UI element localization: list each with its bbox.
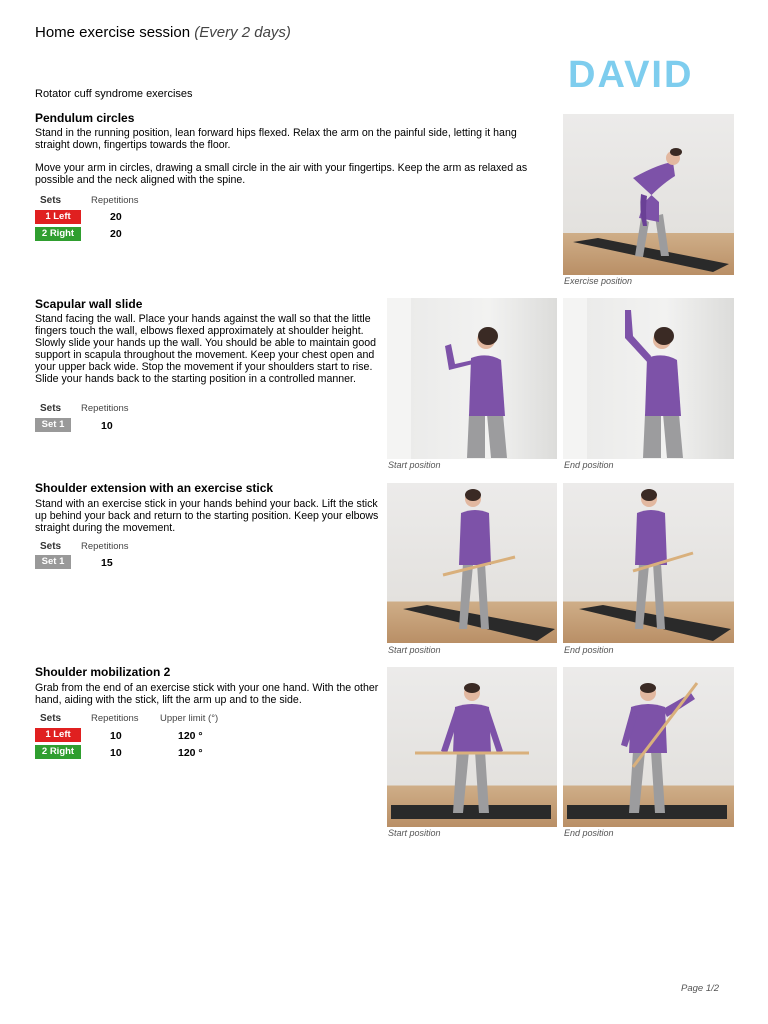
sets-header: Sets <box>40 541 62 552</box>
david-logo: DAVID <box>568 54 694 96</box>
exercise-text-pendulum-1: Stand in the running position, lean forward hips flexed. Relax the arm on the painful side, letting it hang straight down, fingertips towards the floor. <box>35 127 517 151</box>
photo-caption-end: End position <box>564 828 614 838</box>
set-badge: Set 1 <box>35 555 71 569</box>
upper-limit-header: Upper limit (°) <box>160 713 219 724</box>
reps-value: 20 <box>110 211 122 223</box>
reps-value: 20 <box>110 228 122 240</box>
exercise-photo-mobilization-end <box>563 667 734 827</box>
page-title <box>35 24 291 41</box>
set-badge-left: 1 Left <box>35 728 81 742</box>
exercise-title-shoulder-extension: Shoulder extension with an exercise stick <box>35 481 274 495</box>
page-number: Page 1/2 <box>681 983 720 994</box>
upper-limit-value: 120 ° <box>178 730 203 742</box>
set-badge: Set 1 <box>35 418 71 432</box>
set-badge-left: 1 Left <box>35 210 81 224</box>
exercise-photo-extension-end <box>563 483 734 643</box>
exercise-title-pendulum: Pendulum circles <box>35 111 135 125</box>
exercise-photo-wall-slide-end <box>563 298 734 459</box>
exercise-text-wall-slide: Stand facing the wall. Place your hands against the wall so that the little fingers touch the wall, elbows flexed approximately at shoulder height. Slowly slide your hands up the wall. You should be able to maintain good support in scapula throughout the movement. Keep your chest open and your upper back wide. Stop the movement if your shoulders start to rise. Slide your hands back to the starting position in a controlled manner. <box>35 313 376 385</box>
set-badge-right: 2 Right <box>35 227 81 241</box>
photo-caption-start: Start position <box>388 828 441 838</box>
reps-value: 10 <box>110 730 122 742</box>
reps-value: 10 <box>110 747 122 759</box>
photo-caption-start: Start position <box>388 460 441 470</box>
set-badge-right: 2 Right <box>35 745 81 759</box>
upper-limit-value: 120 ° <box>178 747 203 759</box>
exercise-title-mobilization: Shoulder mobilization 2 <box>35 665 171 679</box>
title-main: Home exercise session <box>35 24 191 41</box>
photo-caption-end: End position <box>564 645 614 655</box>
sets-header: Sets <box>40 713 62 724</box>
exercise-title-wall-slide: Scapular wall slide <box>35 297 143 311</box>
photo-caption: Exercise position <box>564 276 633 286</box>
repetitions-header: Repetitions <box>91 195 139 206</box>
exercise-photo-extension-start <box>387 483 557 643</box>
title-frequency: (Every 2 days) <box>194 24 291 41</box>
program-subtitle: Rotator cuff syndrome exercises <box>35 88 193 100</box>
repetitions-header: Repetitions <box>91 713 139 724</box>
exercise-text-shoulder-extension: Stand with an exercise stick in your hands behind your back. Lift the stick up behind your back and return to the starting position. Keep your elbows straight during the movement. <box>35 498 379 534</box>
sets-header: Sets <box>40 403 62 414</box>
exercise-text-mobilization: Grab from the end of an exercise stick with your one hand. With the other hand, aiding with the stick, lift the arm up and to the side. <box>35 682 379 706</box>
reps-value: 15 <box>101 557 113 569</box>
repetitions-header: Repetitions <box>81 403 129 414</box>
exercise-photo-pendulum <box>563 114 734 275</box>
exercise-photo-wall-slide-start <box>387 298 557 459</box>
photo-caption-end: End position <box>564 460 614 470</box>
exercise-text-pendulum-2: Move your arm in circles, drawing a small circle in the air with your fingertips. Keep the arm as relaxed as possible and the neck aligned with the spine. <box>35 162 528 186</box>
repetitions-header: Repetitions <box>81 541 129 552</box>
sets-header: Sets <box>40 195 62 206</box>
photo-caption-start: Start position <box>388 645 441 655</box>
exercise-photo-mobilization-start <box>387 667 557 827</box>
reps-value: 10 <box>101 420 113 432</box>
